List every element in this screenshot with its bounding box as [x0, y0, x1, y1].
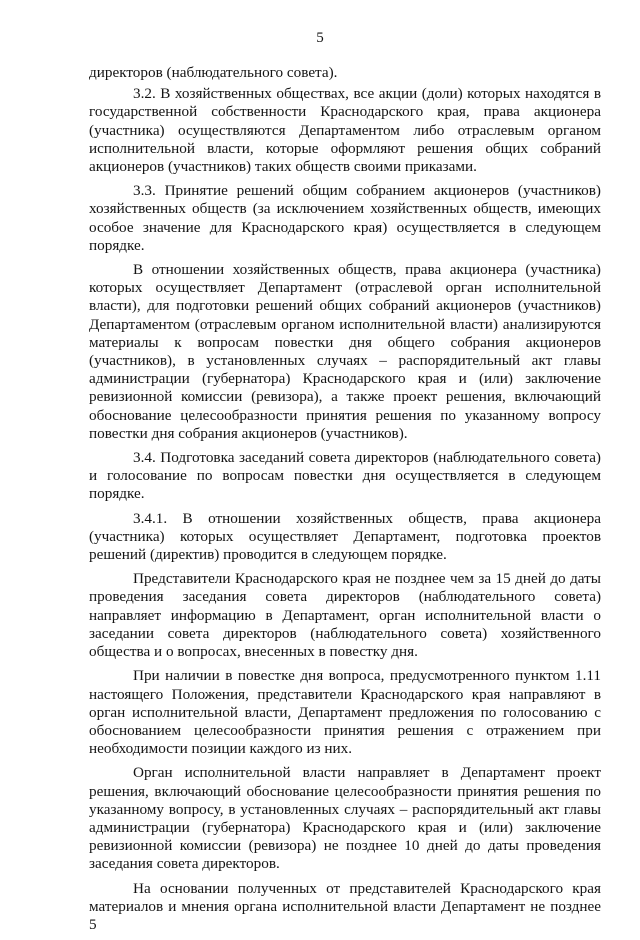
paragraph-3-3: 3.3. Принятие решений общим собранием акционеров (участников) хозяйственных обществ (за исключением хозяйственных обществ, имеющих особое значение для Краснодарского края) осуществляется в следующем порядке.: [89, 182, 601, 254]
document-body: [89, 64, 601, 940]
page-number: 5: [316, 30, 324, 46]
paragraph-executive-body: Орган исполнительной власти направляет в Департамент проект решения, включающий обоснование целесообразности принятия решения по указанному вопросу, в установленных случаях – распорядительный акт главы администрации (губернатора) Краснодарского края и (или) заключение ревизионной комиссии (ревизора) не позднее 10 дней до даты проведения заседания совета директоров.: [89, 764, 601, 873]
paragraph-3-4: 3.4. Подготовка заседаний совета директоров (наблюдательного совета) и голосование по вопросам повестки дня осуществляется в следующем порядке.: [89, 449, 601, 503]
paragraph-agenda-question: При наличии в повестке дня вопроса, предусмотренного пунктом 1.11 настоящего Положения, представители Краснодарского края направляют в орган исполнительной власти, Департамент предложения по голосованию с обоснованием целесообразности принятия решения с отражением при необходимости позиции каждого из них.: [89, 667, 601, 758]
paragraph-3-2: 3.2. В хозяйственных обществах, все акции (доли) которых находятся в государственной собственности Краснодарского края, права акционера (участника) осуществляются Департаментом либо отраслевым органом исполнительной власти, которые оформляют решения общих собраний акционеров (участников) таких обществ своими приказами.: [89, 85, 601, 176]
paragraph-representatives: Представители Краснодарского края не позднее чем за 15 дней до даты проведения заседания совета директоров (наблюдательного совета) направляет информацию в Департамент, орган исполнительной власти о заседании совета директоров (наблюдательного совета) хозяйственного общества и о вопросах, внесенных в повестку дня.: [89, 570, 601, 661]
paragraph-3-4-1: 3.4.1. В отношении хозяйственных обществ, права акционера (участника) которых осуществляет Департамент, подготовка проектов решений (директив) проводится в следующем порядке.: [89, 509, 601, 564]
paragraph-department-basis: На основании полученных от представителей Краснодарского края материалов и мнения органа исполнительной власти Департамент не позднее 5: [89, 879, 601, 933]
paragraph-3-3-detail: В отношении хозяйственных обществ, права акционера (участника) которых осуществляет Департамент (отраслевой орган исполнительной власти), для подготовки решений общих собраний акционеров (участников) Департаментом (отраслевым органом исполнительной власти) анализируются материалы к вопросам повестки дня общего собрания акционеров (участников), в установленных случаях – распорядительный акт главы администрации (губернатора) Краснодарского края и (или) заключение ревизионной комиссии (ревизора), а также проект решения, включающий обоснование целесообразности принятия решения по указанному вопросу повестки дня собрания акционеров (участников).: [89, 261, 601, 442]
paragraph-continuation: директоров (наблюдательного совета).: [89, 64, 338, 81]
